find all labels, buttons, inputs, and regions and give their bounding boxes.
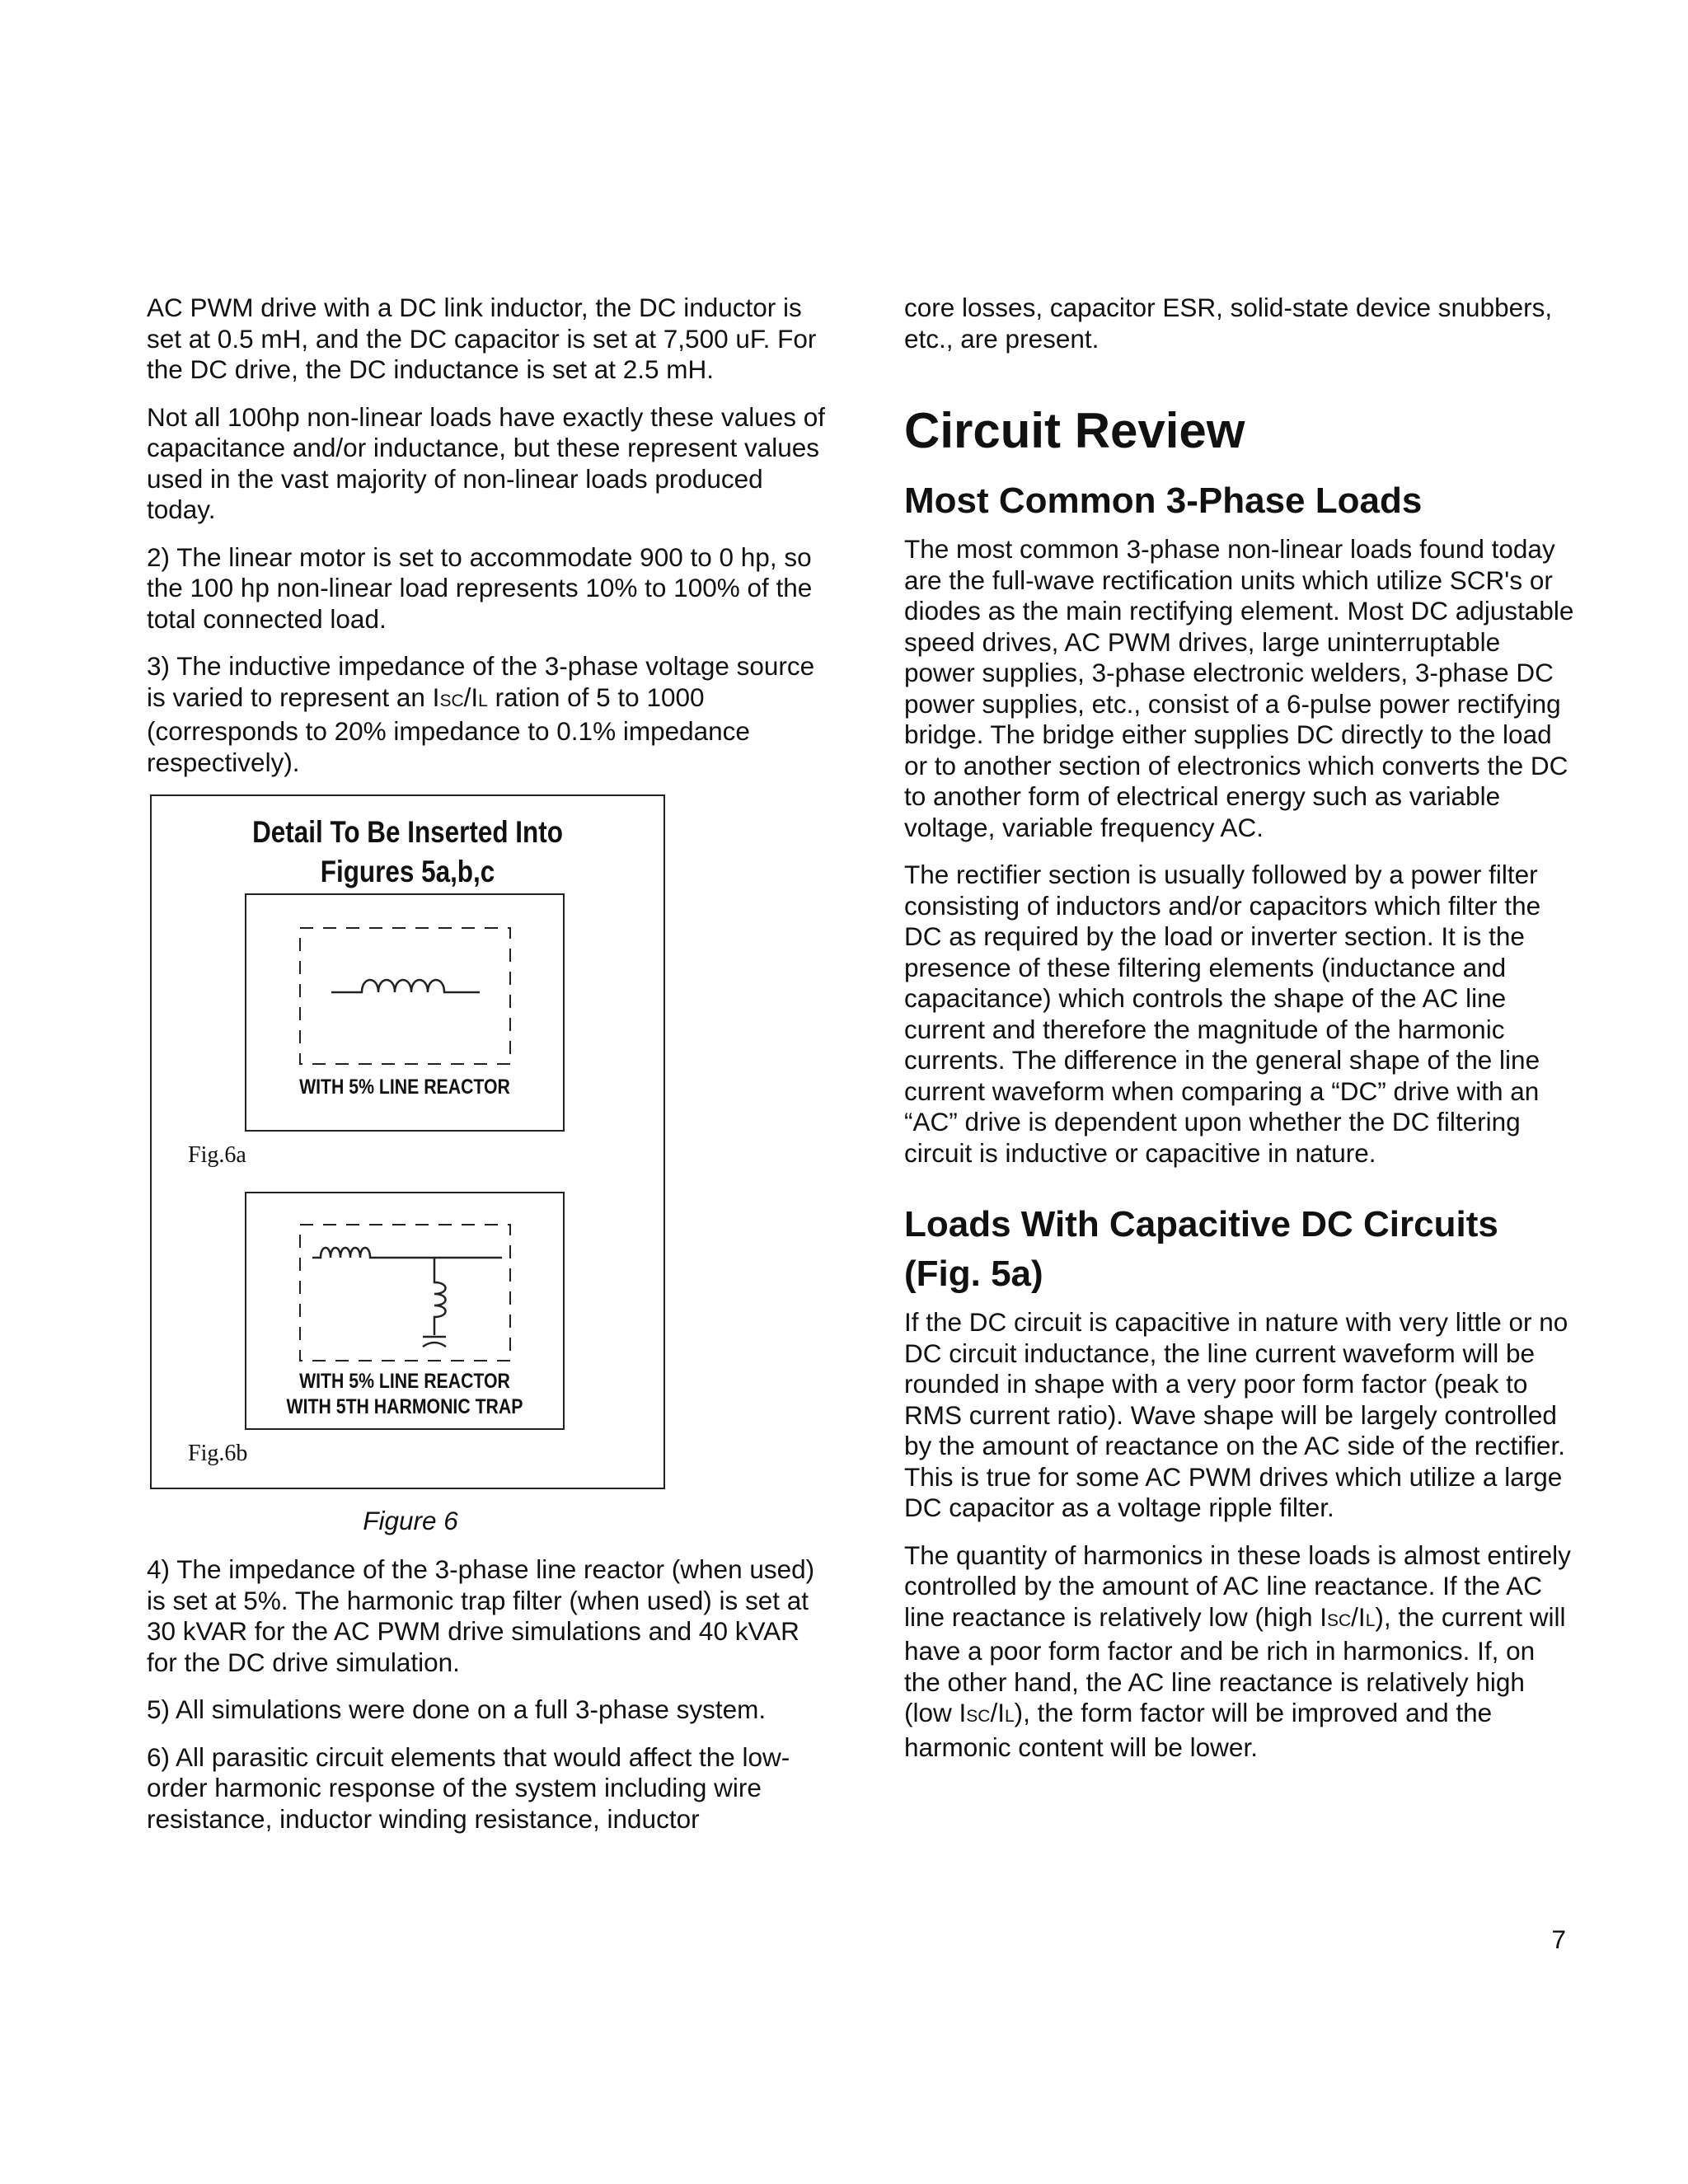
fig-6b-label-2: WITH 5TH HARMONIC TRAP <box>286 1395 523 1418</box>
paragraph <box>147 651 827 778</box>
subsection-heading: Most Common 3-Phase Loads <box>904 480 1423 521</box>
paragraph: AC PWM drive with a DC link inductor, the DC inductor is set at 0.5 mH, and the DC capacitor is set at 7,500 uF. For the DC drive, the DC inductance is set at 2.5 mH. <box>147 293 817 384</box>
subsection-heading: Loads With Capacitive DC Circuits (Fig. 5a) <box>904 1204 1498 1294</box>
text-run: ration of 5 to 1000 (corresponds to 20% impedance to 0.1% impedance respectively). <box>147 682 750 777</box>
right-column <box>904 293 1576 1763</box>
paragraph: Not all 100hp non-linear loads have exactly these values of capacitance and/or inductance, but these represent values used in the vast majority of non-linear loads produced today. <box>147 401 826 524</box>
subscript-sc: SC <box>439 691 464 710</box>
fig-6a-label: WITH 5% LINE REACTOR <box>299 1076 510 1099</box>
fig-6b-tag: Fig.6b <box>188 1441 248 1466</box>
fig-6a-diagram <box>245 893 565 1132</box>
paragraph: The rectifier section is usually followed by a power filter consisting of inductors and/or capacitors which filter the DC as required by the load or inverter section. It is the presence of these filtering elements (inductance and capacitance) which controls the shape of the AC line current and therefore the magnitude of the harmonic currents. The difference in the general shape of the line current waveform when comparing a “DC” drive with an “AC” drive is dependent upon whether the DC filtering circuit is inductive or capacitive in nature. <box>904 860 1541 1168</box>
paragraph: 2) The linear motor is set to accommodate 900 to 0 hp, so the 100 hp non-linear load represents 10% to 100% of the total connected load. <box>147 541 813 634</box>
text-run: 3) The inductive impedance of the 3-phase voltage source is varied to represent an I <box>147 651 815 712</box>
paragraph: core losses, capacitor ESR, solid-state device snubbers, etc., are present. <box>904 293 1553 354</box>
fig-6b-diagram <box>245 1192 565 1430</box>
paragraph <box>904 1540 1576 1764</box>
paragraph: If the DC circuit is capacitive in nature with very little or no DC circuit inductance, the line current waveform will be rounded in shape with a very poor form factor (peak to RMS current ratio). Wave shape will be largely controlled by the amount of reactance on the AC side of the rectifier. This is true for some AC PWM drives which utilize a large DC capacitor as a voltage ripple filter. <box>904 1307 1568 1522</box>
figure-title-line2: Figures 5a,b,c <box>320 855 495 888</box>
paragraph: 4) The impedance of the 3-phase line reactor (when used) is set at 5%. The harmonic trap filter (when used) is set at 30 kVAR for the AC PWM drive simulations and 40 kVAR for the DC drive simulation. <box>147 1554 815 1677</box>
paragraph: 6) All parasitic circuit elements that would affect the low-order harmonic response of the system including wire resistance, inductor winding resistance, inductor <box>147 1741 790 1834</box>
figure-caption: Figure 6 <box>363 1506 458 1535</box>
text-run: ), the form factor will be improved and the harmonic content will be lower. <box>904 1698 1493 1762</box>
figure-title-line1: Detail To Be Inserted Into <box>252 815 563 849</box>
capacitor-curved-plate-icon <box>423 1343 446 1347</box>
inductor-icon <box>331 980 480 992</box>
subscript-l: L <box>478 691 488 710</box>
fig-6b-label-1: WITH 5% LINE REACTOR <box>299 1370 510 1393</box>
text-run: /I <box>990 1698 1005 1727</box>
line-reactor-icon <box>312 1248 502 1258</box>
text-run: ), the current will have a poor form factor and be rich in harmonics. If, on the other hand, the AC line reactance is relatively high (low I <box>904 1601 1566 1727</box>
trap-inductor-icon <box>434 1258 446 1335</box>
figure-title <box>190 813 626 892</box>
section-heading: Circuit Review <box>904 403 1245 458</box>
fig-6a-tag: Fig.6a <box>188 1142 246 1168</box>
paragraph: The most common 3-phase non-linear loads found today are the full-wave rectification units which utilize SCR's or diodes as the main rectifying element. Most DC adjustable speed drives, AC PWM drives, large uninterruptable power supplies, 3-phase electronic welders, 3-phase DC power supplies, etc., consist of a 6-pulse power rectifying bridge. The bridge either supplies DC directly to the load or to another section of electronics which converts the DC to another form of electrical energy such as variable voltage, variable frequency AC. <box>904 534 1574 842</box>
page-number: 7 <box>1551 1924 1566 1954</box>
left-column <box>147 293 827 1835</box>
text-run: The quantity of harmonics in these loads is almost entirely controlled by the amount of AC line reactance. If the AC line reactance is relatively low (high I <box>904 1540 1571 1632</box>
subscript-sc: SC <box>966 1707 991 1726</box>
figure-6-box <box>150 794 665 1489</box>
text-run: /I <box>463 682 479 712</box>
subscript-l: L <box>1004 1707 1015 1726</box>
subscript-sc: SC <box>1326 1610 1352 1630</box>
paragraph: 5) All simulations were done on a full 3-phase system. <box>147 1694 767 1724</box>
subscript-l: L <box>1365 1610 1376 1630</box>
text-run: /I <box>1351 1601 1366 1632</box>
